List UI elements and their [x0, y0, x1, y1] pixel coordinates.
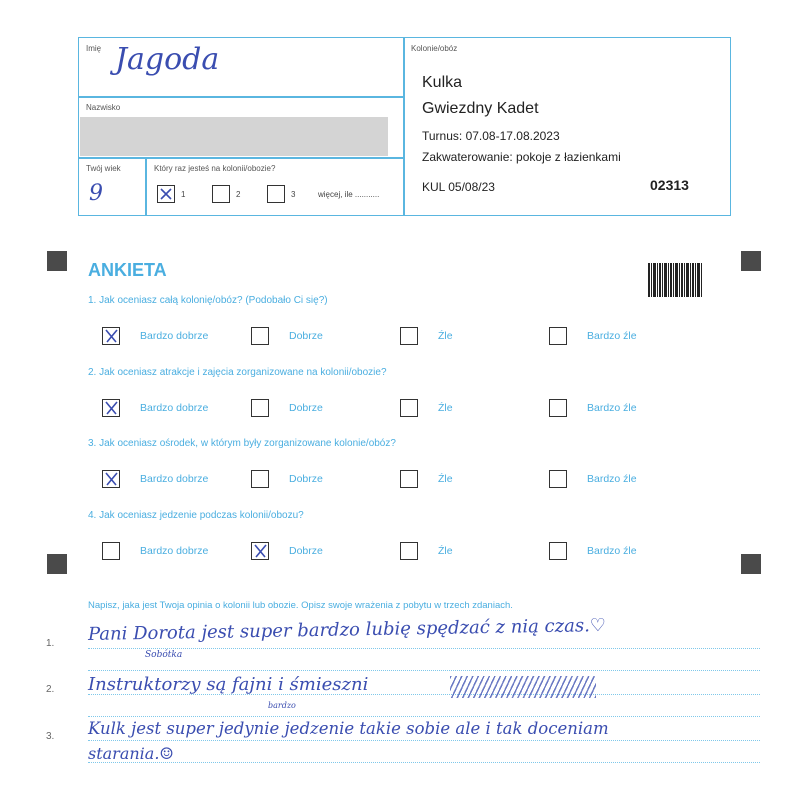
times-checkbox-3[interactable]	[267, 185, 285, 203]
answer-option-label: Bardzo dobrze	[140, 545, 209, 557]
header-divider-h1	[78, 96, 404, 98]
camp-subtitle: Gwiezdny Kadet	[422, 100, 539, 117]
answer-option-label: Dobrze	[289, 402, 323, 414]
header-divider-h2	[78, 157, 404, 159]
opinion-line-2[interactable]: Instruktorzy są fajni i śmieszni	[88, 674, 369, 695]
check-mark-icon	[103, 400, 119, 416]
opinion-superscript-1[interactable]: Sobótka	[145, 650, 183, 660]
check-mark-icon	[103, 328, 119, 344]
age-label: Twój wiek	[86, 164, 121, 173]
answer-option-label: Bardzo źle	[587, 545, 637, 557]
answer-checkbox[interactable]	[400, 542, 418, 560]
registration-mark	[47, 554, 67, 574]
question-text: 1. Jak oceniasz całą kolonię/obóz? (Podobało Ci się?)	[88, 295, 328, 306]
answer-option-label: Źle	[438, 330, 453, 342]
check-mark-icon	[158, 186, 174, 202]
answer-checkbox[interactable]	[400, 327, 418, 345]
answer-checkbox[interactable]	[102, 542, 120, 560]
opinion-prompt: Napisz, jaka jest Twoja opinia o kolonii lub obozie. Opisz swoje wrażenia z pobytu w trzech zdaniach.	[88, 600, 513, 611]
registration-mark	[741, 554, 761, 574]
answer-option-label: Dobrze	[289, 473, 323, 485]
times-checkbox-1[interactable]	[157, 185, 175, 203]
survey-title: ANKIETA	[88, 260, 167, 280]
answer-option-label: Bardzo dobrze	[140, 402, 209, 414]
check-mark-icon	[103, 471, 119, 487]
answer-option-label: Dobrze	[289, 330, 323, 342]
writing-line	[88, 740, 760, 741]
age-value[interactable]: 9	[89, 181, 103, 206]
camp-code: KUL 05/08/23	[422, 180, 495, 194]
question-text: 3. Jak oceniasz ośrodek, w którym były zorganizowane kolonie/obóz?	[88, 438, 396, 449]
answer-option-label: Bardzo źle	[587, 330, 637, 342]
writing-line	[88, 762, 760, 763]
name-label: Imię	[86, 44, 102, 53]
answer-option-label: Bardzo źle	[587, 473, 637, 485]
answer-checkbox[interactable]	[549, 542, 567, 560]
form-number: 02313	[650, 177, 689, 193]
writing-line	[88, 670, 760, 671]
answer-checkbox[interactable]	[102, 399, 120, 417]
writing-line	[88, 716, 760, 717]
answer-checkbox[interactable]	[251, 470, 269, 488]
answer-checkbox[interactable]	[400, 470, 418, 488]
line-number: 3.	[46, 731, 55, 742]
question-text: 4. Jak oceniasz jedzenie podczas kolonii/obozu?	[88, 510, 304, 521]
answer-option-label: Źle	[438, 545, 453, 557]
answer-checkbox[interactable]	[549, 399, 567, 417]
answer-checkbox[interactable]	[400, 399, 418, 417]
answer-option-label: Źle	[438, 473, 453, 485]
camp-name: Kulka	[422, 74, 463, 91]
line-number: 1.	[46, 638, 55, 649]
times-checkbox-2[interactable]	[212, 185, 230, 203]
times-option-more: więcej, ile ...........	[318, 190, 380, 199]
age-divider	[145, 157, 147, 216]
opinion-continuation[interactable]: starania.☺	[88, 744, 174, 763]
answer-checkbox[interactable]	[102, 327, 120, 345]
answer-option-label: Bardzo dobrze	[140, 473, 209, 485]
answer-checkbox[interactable]	[251, 399, 269, 417]
registration-mark	[47, 251, 67, 271]
header-divider-vertical	[403, 37, 405, 216]
surname-redaction	[80, 117, 388, 156]
answer-checkbox[interactable]	[251, 542, 269, 560]
answer-option-label: Bardzo źle	[587, 402, 637, 414]
answer-option-label: Źle	[438, 402, 453, 414]
writing-line	[88, 648, 760, 649]
lodging: Zakwaterowanie: pokoje z łazienkami	[422, 150, 621, 164]
scribble-icon	[450, 676, 596, 698]
answer-checkbox[interactable]	[102, 470, 120, 488]
answer-checkbox[interactable]	[549, 470, 567, 488]
answer-option-label: Bardzo dobrze	[140, 330, 209, 342]
times-option-1: 1	[181, 190, 186, 199]
camp-label: Kolonie/obóz	[411, 44, 458, 53]
answer-checkbox[interactable]	[549, 327, 567, 345]
registration-mark	[741, 251, 761, 271]
times-label: Który raz jesteś na kolonii/obozie?	[154, 164, 276, 173]
turnus: Turnus: 07.08-17.08.2023	[422, 129, 560, 143]
question-text: 2. Jak oceniasz atrakcje i zajęcia zorganizowane na kolonii/obozie?	[88, 367, 387, 378]
name-value[interactable]: Jagoda	[115, 42, 220, 77]
times-option-2: 2	[236, 190, 241, 199]
times-option-3: 3	[291, 190, 296, 199]
opinion-line-3[interactable]: Kulk jest super jedynie jedzenie takie sobie ale i tak doceniam	[88, 719, 609, 738]
answer-option-label: Dobrze	[289, 545, 323, 557]
answer-checkbox[interactable]	[251, 327, 269, 345]
opinion-superscript-2[interactable]: bardzo	[268, 701, 296, 710]
surname-label: Nazwisko	[86, 103, 121, 112]
line-number: 2.	[46, 684, 55, 695]
check-mark-icon	[252, 543, 268, 559]
barcode-icon	[648, 263, 702, 297]
opinion-line-1[interactable]: Pani Dorota jest super bardzo lubię spędzać z nią czas.♡	[87, 614, 607, 645]
